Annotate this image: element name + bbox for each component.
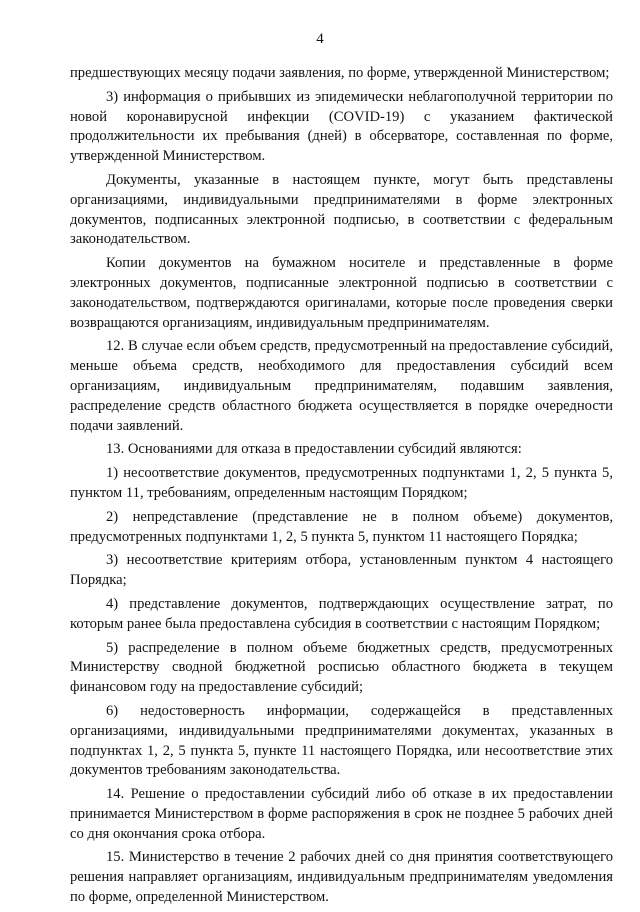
paragraph-document-copies: Копии документов на бумажном носителе и представленные в форме электронных документов, подписанные электронной подписью в соответствии с законодательством, подтверждаются оригиналами, которые после проведения сверки возвращаются организациям, индивидуальным предпринимателям.	[70, 255, 613, 331]
page-number: 4	[316, 31, 324, 47]
paragraph-clause-13-item-1: 1) несоответствие документов, предусмотренных подпунктами 1, 2, 5 пункта 5, пунктом 11, требованиям, определенным настоящим Порядком;	[70, 465, 613, 501]
paragraph-clause-12: 12. В случае если объем средств, предусмотренный на предоставление субсидий, меньше объема средств, необходимого для предоставления субсидий всем организациям, индивидуальным предпринимателям, подавшим заявления, распределение средств областного бюджета осуществляется в порядке очередности подачи заявлений.	[70, 338, 613, 434]
paragraph-clause-13: 13. Основаниями для отказа в предоставлении субсидий являются:	[106, 441, 522, 458]
document-body	[70, 64, 613, 912]
paragraph-clause-13-item-6: 6) недостоверность информации, содержащейся в представленных организациями, индивидуальными предпринимателями документах, указанных в подпунктах 1, 2, 5 пункта 5, пункте 11 настоящего Порядка, или несоответствие этих документов требованиям законодательства.	[70, 702, 613, 779]
paragraph-clause-13-item-4: 4) представление документов, подтверждающих осуществление затрат, по которым ранее была предоставлена субсидия в соответствии с настоящим Порядком;	[70, 595, 613, 632]
paragraph-subitem-3: 3) информация о прибывших из эпидемически неблагополучной территории по новой коронавирусной инфекции (COVID-19) с указанием фактической продолжительности их пребывания (дней) в обсерваторе, составленная по форме, утвержденной Министерством.	[70, 88, 613, 165]
paragraph-clause-13-item-3: 3) несоответствие критериям отбора, установленным пунктом 4 настоящего Порядка;	[70, 552, 613, 589]
paragraph-electronic-documents: Документы, указанные в настоящем пункте, могут быть представлены организациями, индивидуальными предпринимателями в форме электронных документов, подписанных электронной подписью, в соответствии с федеральным законодательством.	[70, 171, 613, 248]
paragraph-clause-15: 15. Министерство в течение 2 рабочих дней со дня принятия соответствующего решения направляет организациям, индивидуальным предпринимателям уведомления по форме, определенной Министерством.	[70, 849, 613, 906]
paragraph-continuation: предшествующих месяцу подачи заявления, по форме, утвержденной Министерством;	[70, 65, 610, 81]
paragraph-clause-13-item-5: 5) распределение в полном объеме бюджетных средств, предусмотренных Министерству сводной бюджетной росписью областного бюджета в текущем финансовом году на предоставление субсидий;	[70, 639, 613, 696]
paragraph-clause-14: 14. Решение о предоставлении субсидий либо об отказе в их предоставлении принимается Министерством в форме распоряжения в срок не позднее 5 рабочих дней со дня окончания срока отбора.	[70, 786, 613, 842]
paragraph-clause-13-item-2: 2) непредставление (представление не в полном объеме) документов, предусмотренных подпунктами 1, 2, 5 пункта 5, пунктом 11 настоящего Порядка;	[70, 508, 613, 545]
